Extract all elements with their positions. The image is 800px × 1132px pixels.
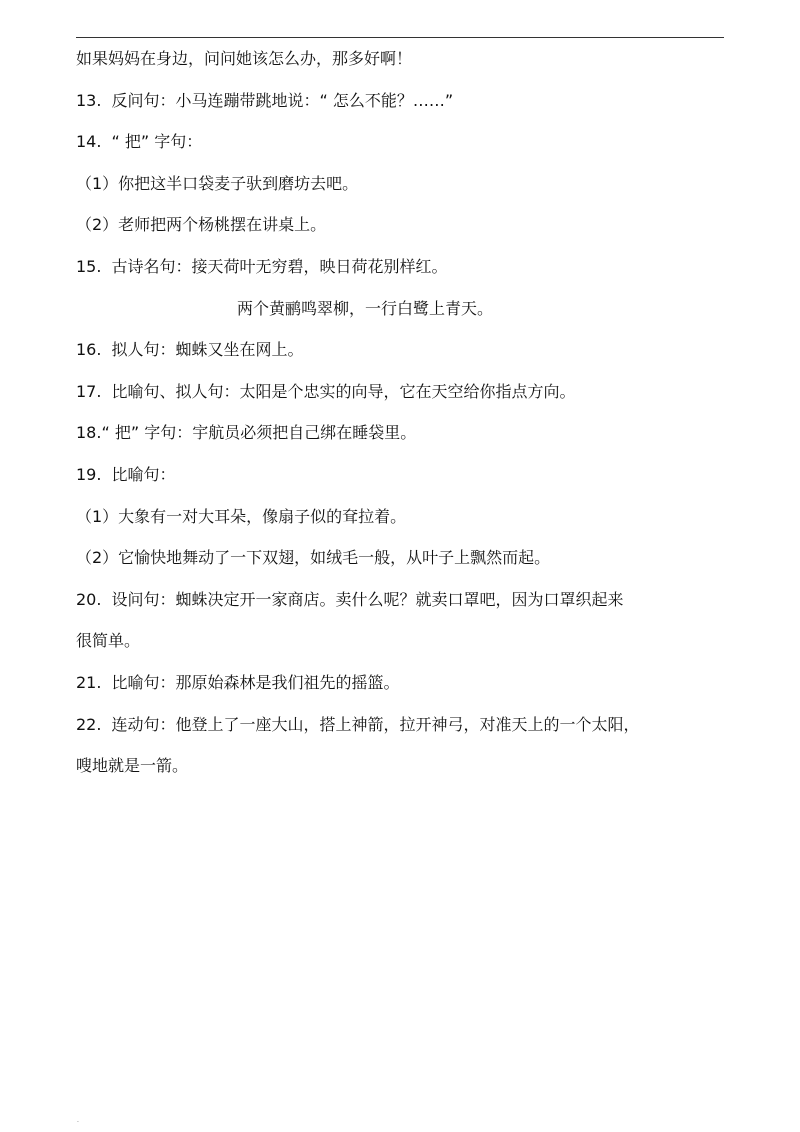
- line-text: （1）你把这半口袋麦子驮到磨坊去吧。: [76, 173, 359, 193]
- footer-mark: .: [77, 1117, 79, 1124]
- poem-line: [76, 294, 726, 336]
- item-16: [76, 335, 726, 377]
- item-21: [76, 668, 726, 710]
- text-line: [76, 626, 726, 668]
- item-15: [76, 252, 726, 294]
- line-text: 比喻句：: [111, 464, 176, 484]
- header-rule: [76, 37, 724, 38]
- text-line: [76, 543, 726, 585]
- item-13: [76, 86, 726, 128]
- item-19: [76, 460, 726, 502]
- line-text: 连动句：他登上了一座大山，搭上神箭，拉开神弓，对准天上的一个太阳，: [111, 714, 640, 734]
- text-line: [76, 502, 726, 544]
- item-20: [76, 585, 726, 627]
- item-number: 19.: [76, 464, 102, 484]
- line-text: 比喻句、拟人句：太阳是个忠实的向导，它在天空给你指点方向。: [111, 381, 576, 401]
- line-text: 设问句：蜘蛛决定开一家商店。卖什么呢？就卖口罩吧，因为口罩织起来: [111, 589, 624, 609]
- item-number: 21.: [76, 672, 102, 692]
- line-text: 拟人句：蜘蛛又坐在网上。: [111, 340, 304, 360]
- text-line: [76, 210, 726, 252]
- line-text: 比喻句：那原始森林是我们祖先的摇篮。: [111, 672, 400, 692]
- text-line: [76, 44, 726, 86]
- line-text: （2）老师把两个杨桃摆在讲桌上。: [76, 215, 327, 235]
- line-text: （2）它愉快地舞动了一下双翅，如绒毛一般，从叶子上飘然而起。: [76, 548, 551, 568]
- line-text: 很简单。: [76, 631, 141, 651]
- line-text: 反问句：小马连蹦带跳地说：“ 怎么不能？……”: [111, 90, 454, 110]
- item-number: 14.: [76, 132, 102, 152]
- line-text: 古诗名句：接天荷叶无穷碧，映日荷花别样红。: [111, 256, 448, 276]
- item-22: [76, 710, 726, 752]
- text-line: [76, 751, 726, 793]
- line-text: 两个黄鹂鸣翠柳，一行白鹭上青天。: [237, 298, 494, 318]
- item-number: 17.: [76, 381, 102, 401]
- line-text: 嗖地就是一箭。: [76, 756, 189, 776]
- line-text: “ 把” 字句：: [111, 132, 203, 152]
- item-number: 22.: [76, 714, 102, 734]
- item-number: 15.: [76, 256, 102, 276]
- item-number: 20.: [76, 589, 102, 609]
- item-18: [76, 418, 726, 460]
- line-text: （1）大象有一对大耳朵，像扇子似的耷拉着。: [76, 506, 407, 526]
- item-17: [76, 377, 726, 419]
- line-text: 如果妈妈在身边，问问她该怎么办，那多好啊！: [76, 49, 413, 68]
- item-number: 13.: [76, 90, 102, 110]
- item-14: [76, 127, 726, 169]
- document-body: [76, 44, 726, 793]
- line-text: 18.“ 把” 字句：宇航员必须把自己绑在睡袋里。: [76, 423, 417, 443]
- item-number: 16.: [76, 340, 102, 360]
- text-line: [76, 169, 726, 211]
